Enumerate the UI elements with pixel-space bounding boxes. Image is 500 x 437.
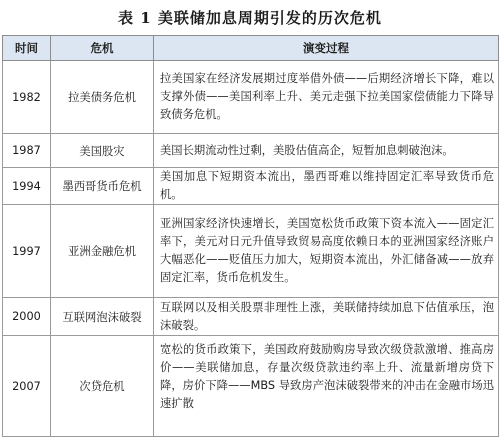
- table-row: [3, 336, 499, 437]
- year-cell: 1987: [3, 134, 51, 168]
- crisis-cell: 墨西哥货币危机: [51, 168, 154, 205]
- crisis-cell: 次贷危机: [51, 336, 154, 437]
- table-row: [3, 61, 499, 134]
- column-header-time: 时间: [3, 36, 51, 61]
- column-header-crisis: 危机: [51, 36, 154, 61]
- year-cell: 1994: [3, 168, 51, 205]
- crisis-cell: 互联网泡沫破裂: [51, 298, 154, 336]
- table-row: [3, 298, 499, 336]
- table-row: [3, 168, 499, 205]
- process-cell: 美国长期流动性过剩，美股估值高企，短暂加息刺破泡沫。: [154, 134, 499, 168]
- table-title: 表 1 美联储加息周期引发的历次危机: [118, 8, 382, 27]
- crisis-cell: 美国股灾: [51, 134, 154, 168]
- year-cell: 1982: [3, 61, 51, 134]
- crisis-table: [2, 35, 499, 437]
- process-cell: 亚洲国家经济快速增长，美国宽松货币政策下资本流入——固定汇率下，美元对日元升值导致贸易高度依赖日本的亚洲国家经济账户大幅恶化——贬值压力加大，短期资本流出，外汇储备减——放弃固定汇率，货币危机发生。: [154, 205, 499, 298]
- table-header-row: [3, 36, 499, 61]
- table-row: [3, 205, 499, 298]
- crisis-cell: 拉美债务危机: [51, 61, 154, 134]
- year-cell: 2000: [3, 298, 51, 336]
- process-cell: 宽松的货币政策下，美国政府鼓励购房导致次级贷款激增、推高房价——美联储加息，存量次级贷款违约率上升、流量新增房贷下降，房价下降——MBS 导致房产泡沫破裂带来的冲击在金融市场迅速扩散: [154, 336, 499, 437]
- crisis-cell: 亚洲金融危机: [51, 205, 154, 298]
- year-cell: 1997: [3, 205, 51, 298]
- process-cell: 互联网以及相关股票非理性上涨，美联储持续加息下估值承压，泡沫破裂。: [154, 298, 499, 336]
- process-cell: 拉美国家在经济发展期过度举借外债——后期经济增长下降，难以支撑外债——美国利率上升、美元走强下拉美国家偿债能力下降导致债务危机。: [154, 61, 499, 134]
- table-row: [3, 134, 499, 168]
- column-header-process: 演变过程: [154, 36, 499, 61]
- process-cell: 美国加息下短期资本流出，墨西哥难以维持固定汇率导致货币危机。: [154, 168, 499, 205]
- year-cell: 2007: [3, 336, 51, 437]
